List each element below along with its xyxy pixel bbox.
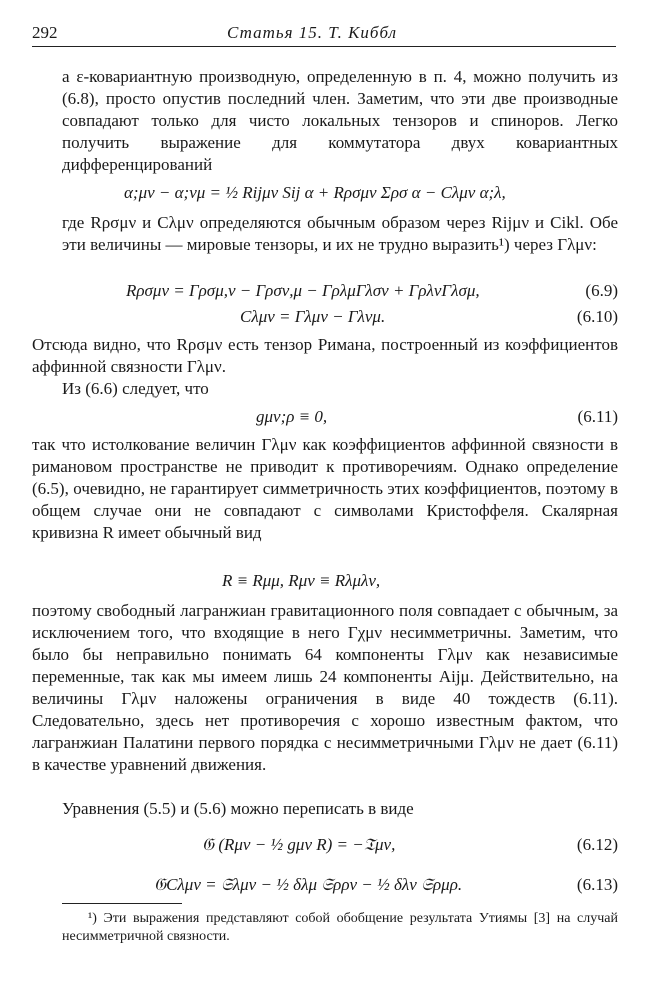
footnote-divider [62, 903, 182, 904]
equation-commutator [62, 176, 618, 212]
paragraph-5: так что истолкование величин Γλμν как коэффициентов аффинной связности в римановом пространстве не приводит к противоречиям. Однако определение (6.5), очевидно, не гарантирует симметричность этих коэффициентов, поэтому в общем случае они не совпадают с символами Кристоффеля. Скалярная кривизна R имеет обычный вид [32, 435, 618, 542]
footnote [62, 910, 618, 946]
equation-text: 𝔊Cλμν = 𝔖λμν − ½ δλμ 𝔖ρρν − ½ δλν 𝔖ρμρ. [154, 875, 463, 894]
page-header [32, 22, 616, 47]
equation-text: R ≡ Rμμ, Rμν ≡ Rλμλν, [222, 571, 381, 590]
paragraph-1: а ε-ковариантную производную, определенную в п. 4, можно получить из (6.8), просто опустив последний член. Заметим, что эти две производные совпадают только для чисто локальных тензоров и спиноров. Легко получить выражение для коммутатора двух ковариантных дифференцирований [62, 67, 618, 174]
equation-6-13 [62, 868, 618, 902]
paragraph-2: где Rρσμν и Cλμν определяются обычным образом через Rijμν и Cikl. Обе эти величины — мировые тензоры, и их не трудно выразить¹) через Γλμν: [62, 213, 618, 254]
equation-number: (6.11) [577, 407, 618, 426]
equation-text: Rρσμν = Γρσμ,ν − Γρσν,μ − ΓρλμΓλσν + ΓρλνΓλσμ, [126, 281, 480, 300]
page-number: 292 [32, 23, 58, 42]
equation-6-12 [62, 828, 618, 868]
equation-number: (6.10) [576, 307, 618, 326]
paragraph-3: Отсюда видно, что Rρσμν есть тензор Римана, построенный из коэффициентов аффинной связности Γλμν. [32, 335, 618, 376]
footnote-text: ¹) Эти выражения представляют собой обобщение результата Утиямы [3] на случай несимметричной связности. [62, 911, 618, 944]
equation-text: α;μν − α;νμ = ½ Rijμν Sij α + Rρσμν Σρσ α − Cλμν α;λ, [124, 183, 506, 202]
equation-6-9 [62, 278, 618, 304]
equation-text: Cλμν = Γλμν − Γλνμ. [240, 307, 386, 326]
equation-number: (6.9) [585, 281, 618, 300]
paragraph-4: Из (6.6) следует, что [62, 379, 209, 398]
equation-6-11 [62, 402, 618, 434]
equation-scalar-curvature [62, 564, 618, 600]
equation-number: (6.13) [576, 875, 618, 894]
equation-text: gμν;ρ ≡ 0, [256, 407, 328, 426]
equation-text: 𝔊 (Rμν − ½ gμν R) = −𝔗μν, [202, 835, 396, 854]
equation-6-10 [62, 304, 618, 334]
paragraph-6: поэтому свободный лагранжиан гравитационного поля совпадает с обычным, за исключением того, что входящие в него Γχμν несимметричны. Заметим, что было бы неправильно понимать 64 компоненты Γλμν как независимые переменные, так как мы имеем лишь 24 компоненты Aijμ. Действительно, на величины Γλμν наложены ограничения в виде 40 тождеств (6.11). Следовательно, здесь нет противоречия с хорошо известным фактом, что лагранжиан Палатини первого порядка с несимметричными Γλμν не дает (6.11) в качестве уравнений движения. [32, 601, 618, 774]
equation-number: (6.12) [576, 835, 618, 854]
paragraph-7: Уравнения (5.5) и (5.6) можно переписать в виде [62, 799, 414, 818]
running-title: Статья 15. Т. Киббл [227, 23, 397, 42]
main-text [32, 66, 618, 902]
